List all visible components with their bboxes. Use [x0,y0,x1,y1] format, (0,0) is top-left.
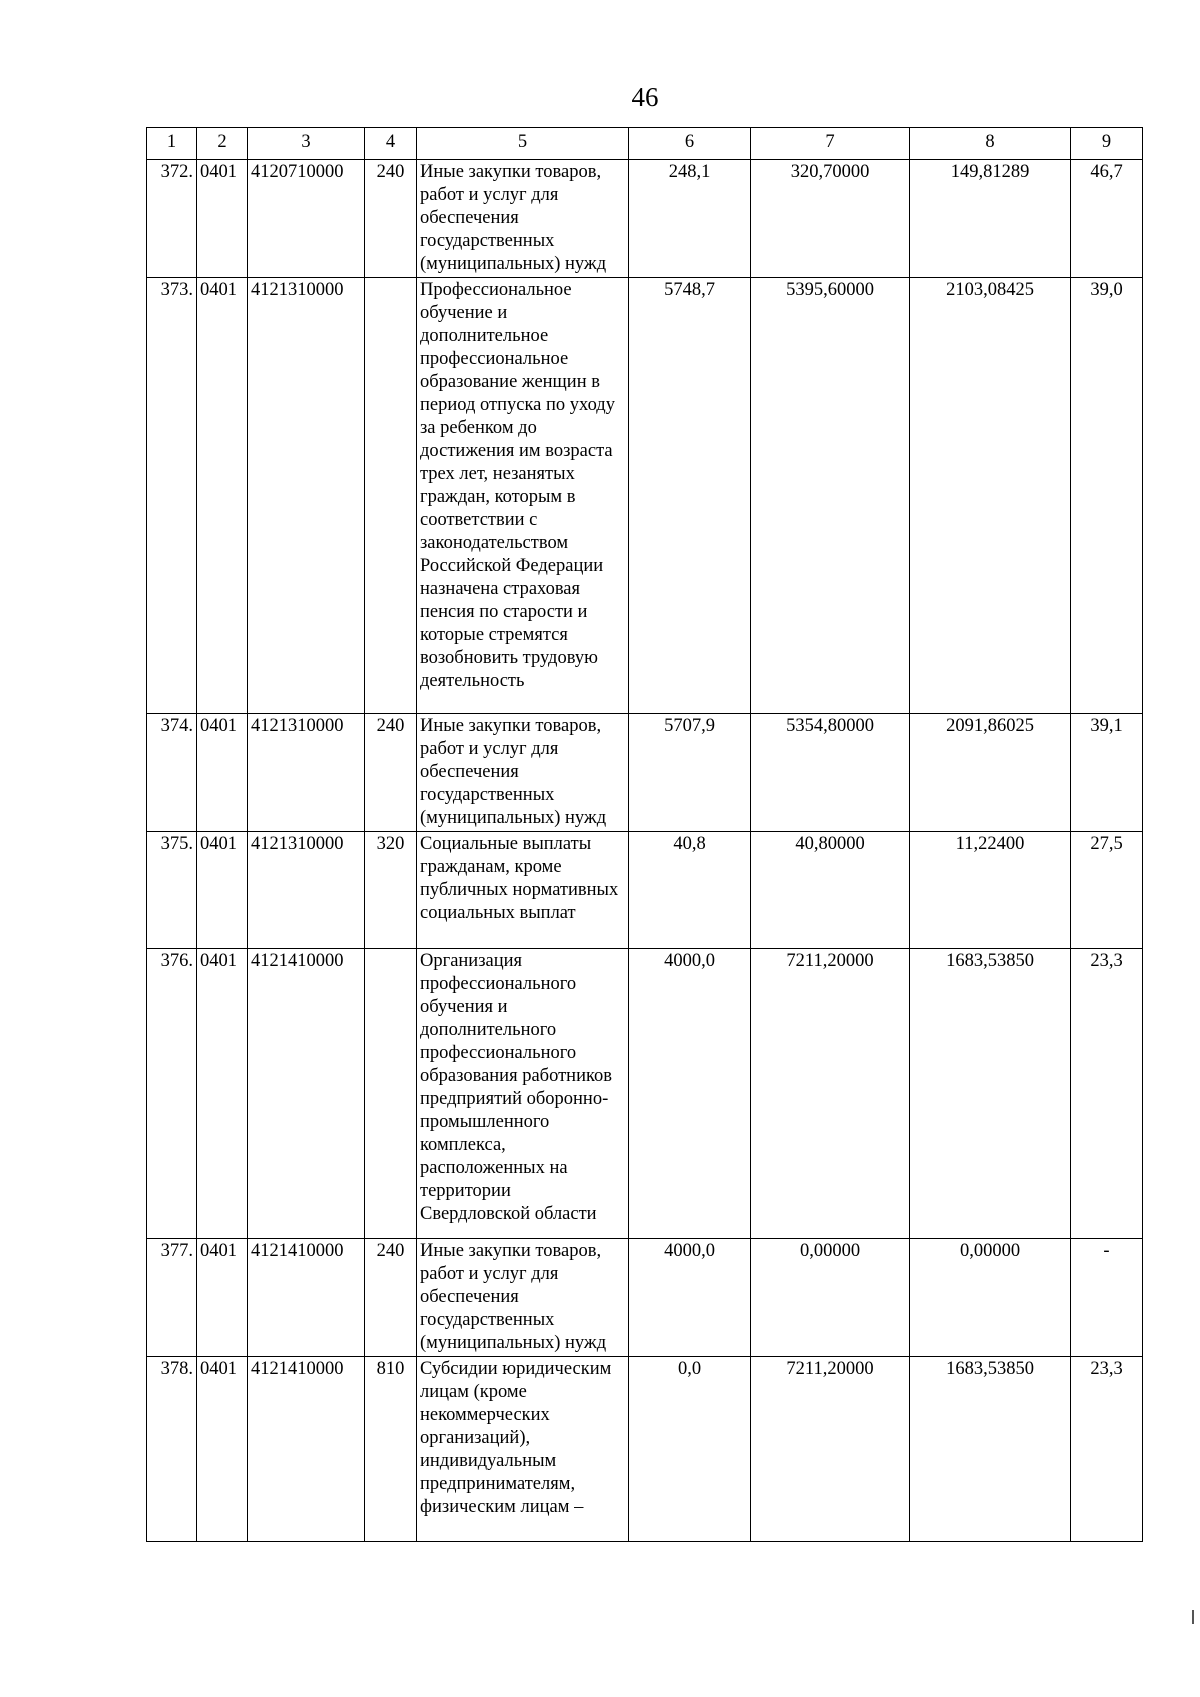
target-code: 4121310000 [248,832,365,949]
table-row [147,714,1143,832]
item-name: Организация профессионального обучения и дополнительного профессионального образования работников предприятий оборонно-промышленного комплекса, расположенных на территории Свердловской области [417,949,629,1239]
item-name: Иные закупки товаров, работ и услуг для обеспечения государственных (муниципальных) нужд [417,160,629,278]
table-row [147,949,1143,1239]
target-code: 4121410000 [248,949,365,1239]
value-col-6: 248,1 [629,160,751,278]
item-name: Профессиональное обучение и дополнительное профессиональное образование женщин в период отпуска по уходу за ребенком до достижения им возраста трех лет, незанятых граждан, которым в соответствии с законодательством Российской Федерации назначена страховая пенсия по старости и которые стремятся возобновить трудовую деятельность [417,278,629,714]
value-col-8: 1683,53850 [910,1357,1071,1542]
header-col-4: 4 [365,128,417,160]
value-col-6: 0,0 [629,1357,751,1542]
row-number: 376. [147,949,197,1239]
section-code: 0401 [197,949,248,1239]
target-code: 4121310000 [248,278,365,714]
value-col-9: 39,0 [1071,278,1143,714]
item-name: Субсидии юридическим лицам (кроме некоммерческих организаций), индивидуальным предпринимателям, физическим лицам – [417,1357,629,1542]
page-number: 46 [631,82,659,112]
expense-type: 240 [365,1239,417,1357]
value-col-8: 1683,53850 [910,949,1071,1239]
value-col-6: 5748,7 [629,278,751,714]
header-col-3: 3 [248,128,365,160]
header-col-1: 1 [147,128,197,160]
section-code: 0401 [197,1239,248,1357]
value-col-6: 4000,0 [629,949,751,1239]
section-code: 0401 [197,714,248,832]
budget-table [146,127,1143,1542]
section-code: 0401 [197,278,248,714]
value-col-9: 46,7 [1071,160,1143,278]
value-col-9: - [1071,1239,1143,1357]
value-col-7: 40,80000 [751,832,910,949]
value-col-8: 11,22400 [910,832,1071,949]
header-row [147,128,1143,160]
table-row [147,832,1143,949]
expense-type: 240 [365,714,417,832]
section-code: 0401 [197,832,248,949]
item-name: Иные закупки товаров, работ и услуг для обеспечения государственных (муниципальных) нужд [417,1239,629,1357]
value-col-7: 5395,60000 [751,278,910,714]
header-col-8: 8 [910,128,1071,160]
header-col-5: 5 [417,128,629,160]
target-code: 4121310000 [248,714,365,832]
row-number: 375. [147,832,197,949]
value-col-9: 39,1 [1071,714,1143,832]
header-col-2: 2 [197,128,248,160]
table-row [147,278,1143,714]
expense-type [365,949,417,1239]
value-col-6: 4000,0 [629,1239,751,1357]
scan-margin-mark [1192,1610,1194,1624]
target-code: 4121410000 [248,1357,365,1542]
header-col-6: 6 [629,128,751,160]
item-name: Иные закупки товаров, работ и услуг для обеспечения государственных (муниципальных) нужд [417,714,629,832]
value-col-9: 23,3 [1071,1357,1143,1542]
table-row [147,160,1143,278]
expense-type: 320 [365,832,417,949]
target-code: 4120710000 [248,160,365,278]
target-code: 4121410000 [248,1239,365,1357]
value-col-8: 2103,08425 [910,278,1071,714]
header-col-7: 7 [751,128,910,160]
value-col-8: 149,81289 [910,160,1071,278]
value-col-7: 320,70000 [751,160,910,278]
value-col-6: 40,8 [629,832,751,949]
row-number: 372. [147,160,197,278]
value-col-6: 5707,9 [629,714,751,832]
row-number: 378. [147,1357,197,1542]
item-name: Социальные выплаты гражданам, кроме публичных нормативных социальных выплат [417,832,629,949]
table-row [147,1239,1143,1357]
value-col-9: 27,5 [1071,832,1143,949]
header-col-9: 9 [1071,128,1143,160]
value-col-7: 7211,20000 [751,949,910,1239]
expense-type: 240 [365,160,417,278]
value-col-9: 23,3 [1071,949,1143,1239]
row-number: 374. [147,714,197,832]
section-code: 0401 [197,1357,248,1542]
row-number: 373. [147,278,197,714]
value-col-7: 7211,20000 [751,1357,910,1542]
table-row [147,1357,1143,1542]
expense-type: 810 [365,1357,417,1542]
section-code: 0401 [197,160,248,278]
value-col-8: 0,00000 [910,1239,1071,1357]
value-col-7: 0,00000 [751,1239,910,1357]
expense-type [365,278,417,714]
row-number: 377. [147,1239,197,1357]
value-col-8: 2091,86025 [910,714,1071,832]
value-col-7: 5354,80000 [751,714,910,832]
